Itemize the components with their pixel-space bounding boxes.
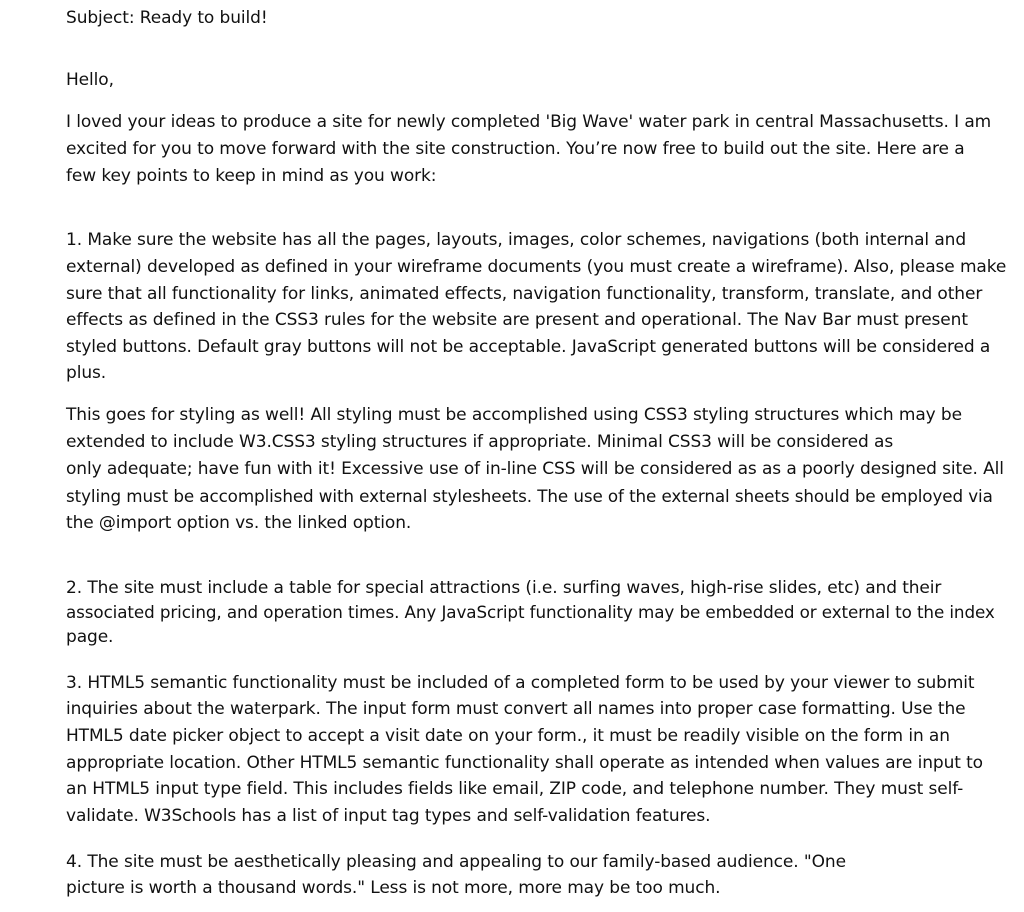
point-1-line: external) developed as defined in your wireframe documents (you must create a wireframe). Also, please make	[66, 257, 1007, 277]
intro-line: few key points to keep in mind as you work:	[66, 166, 437, 186]
point-4-line: picture is worth a thousand words." Less is not more, more may be too much.	[66, 878, 721, 898]
point-4-line: 4. The site must be aesthetically pleasing and appealing to our family-based audience. "One	[66, 852, 846, 872]
point-3-line: an HTML5 input type field. This includes fields like email, ZIP code, and telephone number. They must self-	[66, 779, 964, 799]
email-subject: Subject: Ready to build!	[66, 8, 268, 28]
point-2-line: 2. The site must include a table for special attractions (i.e. surfing waves, high-rise slides, etc) and their	[66, 578, 942, 598]
point-3-line: HTML5 date picker object to accept a visit date on your form., it must be readily visible on the form in an	[66, 726, 950, 746]
point-1-line: effects as defined in the CSS3 rules for the website are present and operational. The Nav Bar must present	[66, 310, 968, 330]
point-1-line: sure that all functionality for links, animated effects, navigation functionality, transform, translate, and other	[66, 284, 983, 304]
point-3-line: validate. W3Schools has a list of input tag types and self-validation features.	[66, 806, 711, 826]
styling-line: only adequate; have fun with it! Excessive use of in-line CSS will be considered as as a poorly designed site. All	[66, 459, 1004, 479]
point-1-line: styled buttons. Default gray buttons will not be acceptable. JavaScript generated buttons will be considered a	[66, 337, 991, 357]
point-1-line: plus.	[66, 363, 107, 383]
styling-line: styling must be accomplished with external stylesheets. The use of the external sheets should be employed via	[66, 486, 993, 506]
point-2-line: page.	[66, 627, 114, 647]
point-2-line: associated pricing, and operation times. Any JavaScript functionality may be embedded or external to the index	[66, 602, 995, 622]
styling-line: This goes for styling as well! All styling must be accomplished using CSS3 styling structures which may be	[66, 405, 962, 425]
point-3-line: appropriate location. Other HTML5 semantic functionality shall operate as intended when values are input to	[66, 753, 983, 773]
point-3-line: 3. HTML5 semantic functionality must be included of a completed form to be used by your viewer to submit	[66, 673, 975, 693]
intro-line: excited for you to move forward with the site construction. You’re now free to build out the site. Here are a	[66, 139, 965, 159]
styling-line: the @import option vs. the linked option.	[66, 513, 412, 533]
intro-line: I loved your ideas to produce a site for newly completed 'Big Wave' water park in central Massachusetts. I am	[66, 112, 992, 132]
point-1-line: 1. Make sure the website has all the pages, layouts, images, color schemes, navigations (both internal and	[66, 230, 967, 250]
styling-line: extended to include W3.CSS3 styling structures if appropriate. Minimal CSS3 will be considered as	[66, 432, 894, 452]
email-greeting: Hello,	[66, 70, 114, 90]
point-3-line: inquiries about the waterpark. The input form must convert all names into proper case formatting. Use the	[66, 699, 966, 719]
